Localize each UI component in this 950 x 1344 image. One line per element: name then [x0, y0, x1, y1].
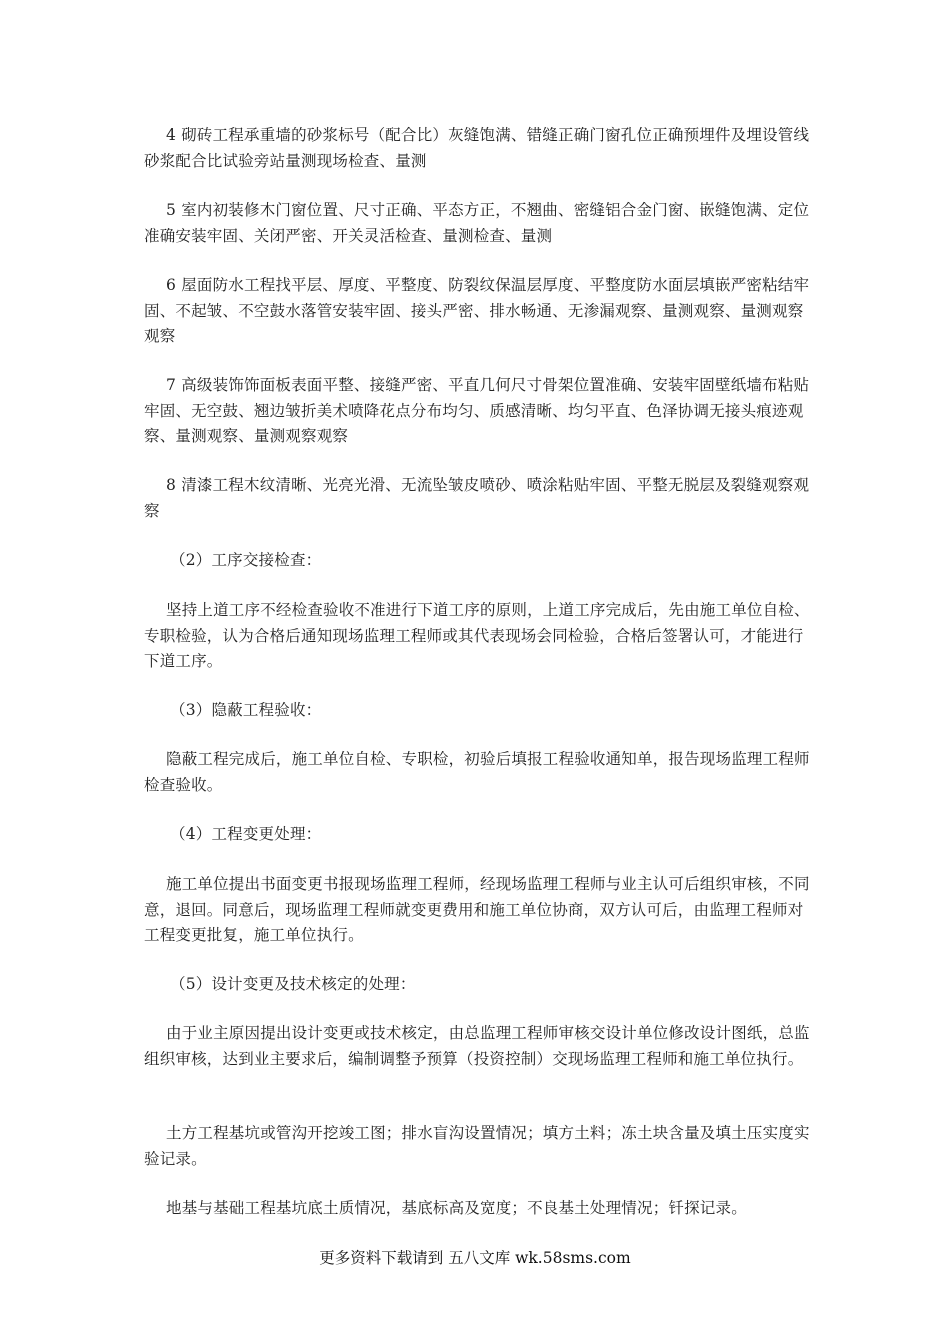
paragraph-design-change: 由于业主原因提出设计变更或技术核定，由总监理工程师审核交设计单位修改设计图纸，总监组织审核，达到业主要求后，编制调整予预算（投资控制）交现场监理工程师和施工单位执行。: [144, 1024, 810, 1068]
paragraph-process-handover: 坚持上道工序不经检查验收不准进行下道工序的原则，上道工序完成后，先由施工单位自检、专职检验，认为合格后通知现场监理工程师或其代表现场会同检验，合格后签署认可，才能进行下道工序。: [144, 601, 810, 670]
paragraph-decoration: 7 高级装饰饰面板表面平整、接缝严密、平直几何尺寸骨架位置准确、安装牢固壁纸墙布粘贴牢固、无空鼓、翘边皱折美术喷降花点分布均匀、质感清晰、均匀平直、色泽协调无接头痕迹观察、量测观察、量测观察观察: [144, 376, 810, 445]
paragraph-change-handling: 施工单位提出书面变更书报现场监理工程师，经现场监理工程师与业主认可后组织审核，不同意，退回。同意后，现场监理工程师就变更费用和施工单位协商，双方认可后，由监理工程师对工程变更批复，施工单位执行。: [144, 875, 810, 944]
paragraph-interior-finish: 5 室内初装修木门窗位置、尺寸正确、平态方正，不翘曲、密缝铝合金门窗、嵌缝饱满、定位准确安装牢固、关闭严密、开关灵活检查、量测检查、量测: [144, 201, 810, 245]
paragraph-masonry: 4 砌砖工程承重墙的砂浆标号（配合比）灰缝饱满、错缝正确门窗孔位正确预埋件及埋设管线砂浆配合比试验旁站量测现场检查、量测: [144, 126, 810, 170]
footer-download-note: 更多资料下载请到 五八文库 wk.58sms.com: [319, 1249, 631, 1267]
paragraph-concealed-works: 隐蔽工程完成后，施工单位自检、专职检，初验后填报工程验收通知单，报告现场监理工程师检查验收。: [144, 750, 810, 794]
paragraph-varnish: 8 清漆工程木纹清晰、光亮光滑、无流坠皱皮喷砂、喷涂粘贴牢固、平整无脱层及裂缝观察观察: [144, 476, 810, 520]
heading-change-handling: （4）工程变更处理：: [170, 825, 322, 843]
heading-concealed-works: （3）隐蔽工程验收：: [170, 701, 322, 719]
heading-process-handover: （2）工序交接检查：: [170, 551, 322, 569]
paragraph-foundation: 地基与基础工程基坑底土质情况，基底标高及宽度；不良基土处理情况；钎探记录。: [166, 1199, 747, 1217]
heading-design-change: （5）设计变更及技术核定的处理：: [170, 975, 416, 993]
paragraph-earthwork: 土方工程基坑或管沟开挖竣工图；排水盲沟设置情况；填方土料；冻土块含量及填土压实度实验记录。: [144, 1124, 810, 1168]
paragraph-roof-waterproofing: 6 屋面防水工程找平层、厚度、平整度、防裂纹保温层厚度、平整度防水面层填嵌严密粘结牢固、不起皱、不空鼓水落管安装牢固、接头严密、排水畅通、无渗漏观察、量测观察、量测观察观察: [144, 276, 810, 345]
